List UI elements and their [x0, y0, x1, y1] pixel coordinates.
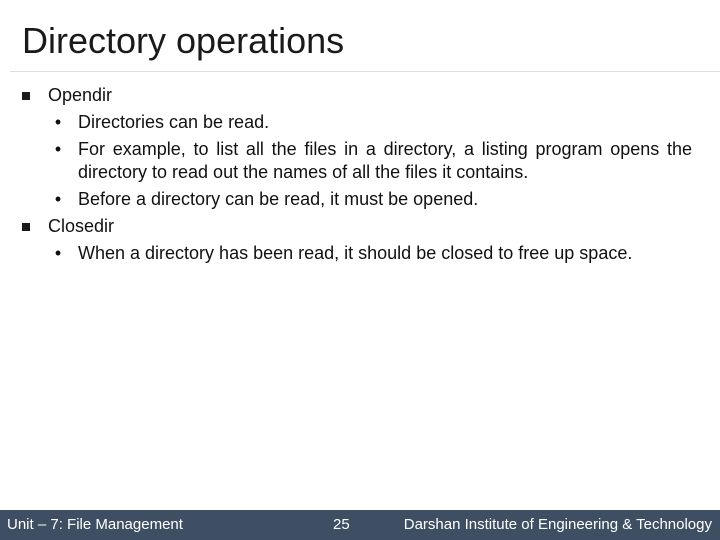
sub-bullet — [22, 242, 692, 265]
footer-institute: Darshan Institute of Engineering & Technology — [403, 516, 712, 533]
square-bullet-icon — [22, 223, 30, 231]
bullet-opendir — [22, 84, 692, 107]
slide-title: Directory operations — [22, 20, 345, 61]
bullet-closedir — [22, 215, 692, 238]
bullet-heading: Closedir — [48, 216, 115, 236]
title-divider — [10, 71, 720, 72]
sub-bullet-text: When a directory has been read, it should be closed to free up space. — [78, 243, 633, 263]
round-bullet-icon: • — [54, 189, 62, 209]
sub-bullet — [22, 188, 692, 211]
sub-bullet — [22, 138, 692, 184]
sub-bullet-text: For example, to list all the files in a directory, a listing program opens the directory to read out the names of all the files it contains. — [78, 139, 692, 182]
slide-body — [22, 80, 692, 267]
footer-unit: Unit – 7: File Management — [7, 516, 183, 533]
page-number: 25 — [333, 516, 350, 533]
round-bullet-icon: • — [54, 243, 62, 263]
sub-bullet-text: Directories can be read. — [78, 112, 270, 132]
round-bullet-icon: • — [54, 112, 62, 132]
sub-bullet-text: Before a directory can be read, it must be opened. — [78, 189, 479, 209]
bullet-heading: Opendir — [48, 85, 113, 105]
square-bullet-icon — [22, 92, 30, 100]
sub-bullet — [22, 111, 692, 134]
footer-bar — [0, 510, 720, 540]
round-bullet-icon: • — [54, 139, 62, 159]
